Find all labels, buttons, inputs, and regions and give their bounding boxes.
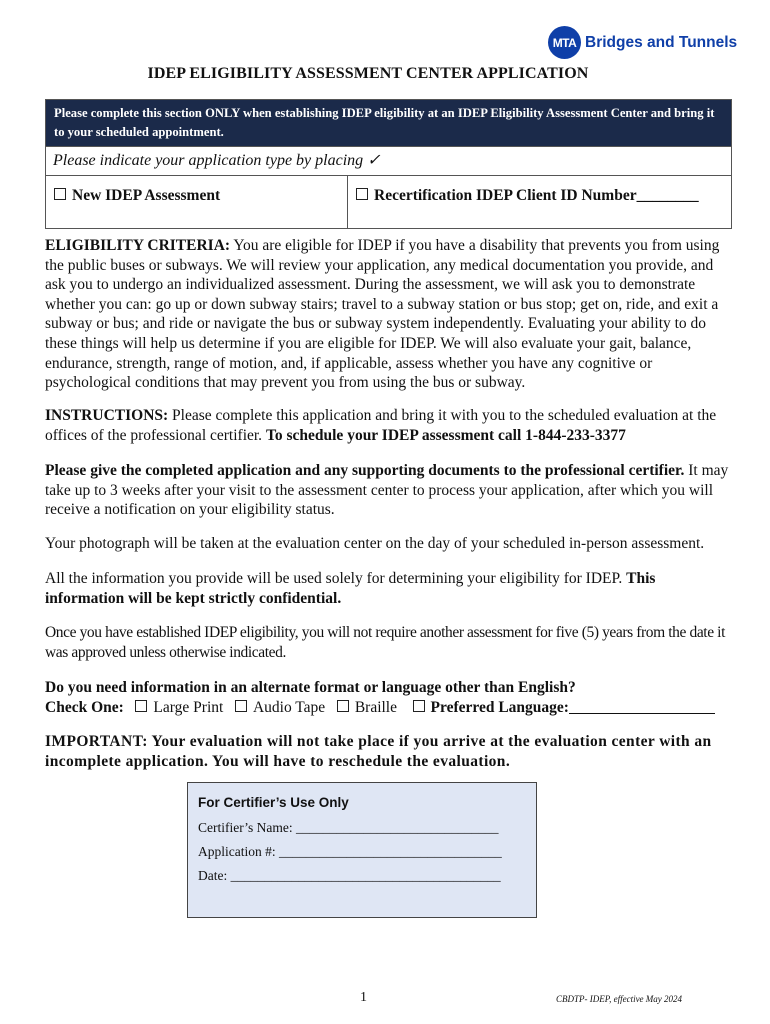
preferred-language-field[interactable] bbox=[569, 713, 715, 714]
new-assessment-checkbox[interactable] bbox=[54, 188, 66, 200]
important-paragraph bbox=[45, 732, 735, 771]
new-assessment-label: New IDEP Assessment bbox=[72, 187, 221, 204]
certifier-box-title: For Certifier’s Use Only bbox=[198, 795, 349, 810]
alternate-format-section bbox=[45, 678, 735, 717]
large-print-label: Large Print bbox=[153, 698, 224, 716]
braille-label: Braille bbox=[354, 698, 397, 716]
application-number-field[interactable]: Application #: _________________________________ bbox=[198, 844, 502, 859]
section-banner: Please complete this section ONLY when establishing IDEP eligibility at an IDEP Eligibility Assessment Center and bring it to your scheduled appointment. bbox=[46, 100, 731, 146]
large-print-checkbox[interactable] bbox=[135, 700, 147, 712]
footer-note: CBDTP- IDEP, effective May 2024 bbox=[556, 994, 683, 1004]
eligibility-paragraph bbox=[45, 236, 735, 393]
preferred-language-checkbox[interactable] bbox=[413, 700, 425, 712]
validity-note: Once you have established IDEP eligibility, you will not require another assessment for five (5) years from the date it was approved unless otherwise indicated. bbox=[45, 624, 725, 661]
validity-paragraph bbox=[45, 623, 735, 662]
submission-paragraph bbox=[45, 461, 735, 520]
photo-note: Your photograph will be taken at the evaluation center on the day of your scheduled in-person assessment. bbox=[45, 535, 705, 552]
instructions-paragraph bbox=[45, 406, 735, 445]
submission-bold: Please give the completed application and any supporting documents to the professional certifier. bbox=[45, 462, 685, 479]
page-number: 1 bbox=[360, 990, 367, 1005]
recertification-checkbox[interactable] bbox=[356, 188, 368, 200]
new-assessment-option[interactable] bbox=[46, 176, 348, 228]
schedule-phone: To schedule your IDEP assessment call 1-844-233-3377 bbox=[265, 426, 626, 444]
certifier-name-field[interactable]: Certifier’s Name: ______________________________ bbox=[198, 820, 499, 835]
photo-paragraph bbox=[45, 534, 735, 554]
certifier-use-box bbox=[187, 782, 537, 918]
preferred-language-label: Preferred Language: bbox=[430, 698, 569, 716]
audio-tape-checkbox[interactable] bbox=[235, 700, 247, 712]
eligibility-text: You are eligible for IDEP if you have a disability that prevents you from using the public buses or subways. We will review your application, any medical documentation you provide, and ask you to undergo an individualized assessment. During the assessment, we will ask you to demonstrate whether you can: go up or down subway stairs; travel to a subway station or bus stop; get on, ride, and exit a subway or bus; and ride or navigate the bus or subway system independently. Evaluating your ability to do these things will help us determine if you are eligible for IDEP. We will also evaluate your gait, balance, endurance, strength, range of motion, and, if applicable, assess whether you have any cognitive or psychological conditions that may prevent you from using the bus or subway. bbox=[45, 237, 720, 392]
recertification-label: Recertification IDEP Client ID Number________ bbox=[374, 187, 699, 204]
mta-logo-mark: MTA bbox=[548, 26, 581, 59]
date-field[interactable]: Date: ________________________________________ bbox=[198, 868, 501, 883]
eligibility-label: ELIGIBILITY CRITERIA: bbox=[45, 237, 231, 254]
confidential-paragraph bbox=[45, 569, 735, 608]
important-note: IMPORTANT: Your evaluation will not take place if you arrive at the evaluation center with an incomplete application. You will have to reschedule the evaluation. bbox=[45, 733, 712, 770]
alternate-format-question: Do you need information in an alternate format or language other than English? bbox=[45, 679, 576, 696]
audio-tape-label: Audio Tape bbox=[252, 698, 326, 716]
recertification-option[interactable] bbox=[348, 176, 731, 228]
application-type-prompt: Please indicate your application type by placing ✓ bbox=[46, 146, 731, 176]
confidential-text: All the information you provide will be used solely for determining your eligibility for IDEP. bbox=[45, 570, 627, 587]
instructions-text: Please complete this application and bring it with you to the scheduled evaluation at the offices of the professional certifier. bbox=[45, 407, 717, 444]
braille-checkbox[interactable] bbox=[337, 700, 349, 712]
application-type-section bbox=[45, 99, 732, 229]
instructions-label: INSTRUCTIONS: bbox=[45, 407, 169, 424]
logo-text: Bridges and Tunnels bbox=[585, 33, 738, 51]
submission-text: It may take up to 3 weeks after your visit to the assessment center to process your application, after which you will receive a notification on your eligibility status. bbox=[45, 462, 729, 519]
confidential-bold: This information will be kept strictly confidential. bbox=[45, 570, 656, 607]
check-one-label: Check One: bbox=[45, 698, 124, 716]
mta-logo bbox=[548, 26, 737, 59]
application-type-options bbox=[46, 176, 731, 228]
page-title: IDEP ELIGIBILITY ASSESSMENT CENTER APPLICATION bbox=[147, 65, 589, 82]
